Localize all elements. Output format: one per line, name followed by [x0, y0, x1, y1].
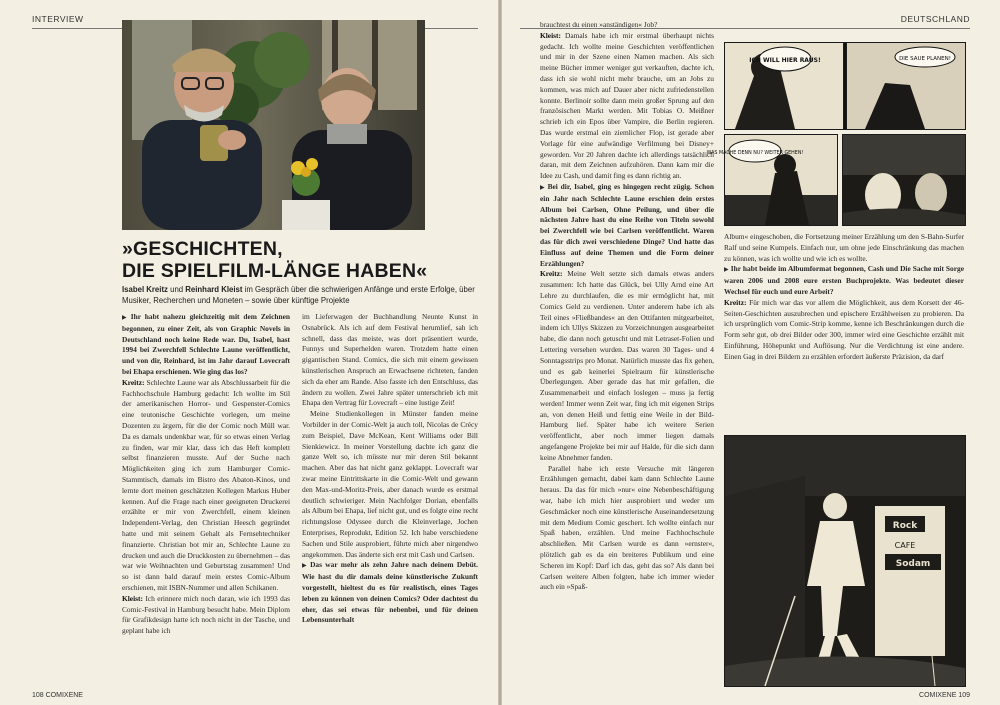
- comic-panel-1: [724, 42, 966, 130]
- left-column-1: [122, 312, 290, 637]
- article-paragraph: im Lieferwagen der Buchhandlung Neunte Kunst in Osnabrück. Als ich auf dem Festival herumlief, sah ich schnell, dass das meiste, was dort präsentiert wurde, Funnys und Superhelden waren. Trotzdem hatte einen gigantischen Stand. Comics, die sich mit einem gewissen künstlerischen Anspruch an Erwachsene richteten, fanden sich da eher am Rande. Also fasste ich den Entschluss, das ändern zu wollen. Zwei Jahre später unterschrieb ich mit Ehapa den Vertrag für Lovecraft – eine lustige Zeit!: [302, 312, 478, 408]
- lede-name-1: Isabel Kreitz: [122, 285, 168, 294]
- sign-text-2: CAFE: [894, 541, 916, 550]
- comic-panel-4: [724, 435, 966, 687]
- article-paragraph: Kreitz: Meine Welt setzte sich damals etwas anders zusammen: Ich hatte das Glück, bei Ully Arnd eine Art Lehre zu durchlaufen, die es mir ermöglicht hat, mit Comics Geld zu verdienen. Unter anderem habe ich als Teil eines »Fließbandes« an den Ottifanten mitgearbeitet, indem ich Ullys Skizzen zu Vorzeichnungen ausgearbeitet habe, die dann noch getuscht und mit Letraset-Folien und Lettering versehen wurden. Das waren 30 Tages- und 4 Sonntagsstrips pro Monat. Natürlich musste das fix gehen, und es gab keinerlei Spielraum für künstlerische Überlegungen. Aber gerade das hat mir gefallen, die Zusammenarbeit und einfach loslegen – muss ja fertig werden! Immer wenn Zeit war, fing ich mit eigenen Strips an, von denen Heiß und fettig eine Weile in der Bild-Hamburg lief. Später habe ich weitere Serien veröffentlicht, aber noch immer liegen damals angefangene Projekte bei mir auf Halde, für die sich dann keine Abnehmer fanden.: [540, 269, 714, 462]
- article-paragraph: Kreitz: Schlechte Laune war als Abschlussarbeit für die Fachhochschule Hamburg gedacht: Ich wollte im Stil der amerikanischen Horror- und Gespenster-Comics eine teutonische Geschichte vorlegen, um meine Dozenten zu ärgern, für die der Comic noch Müll war. Da es damals undenkbar war, für so etwas einen Verlag zu finden, war mir klar, dass ich das Heft komplett selbst finanzieren musste. Auf der Suche nach Möglichkeiten ging ich zum Hamburger Comic-Stammtisch, damals im Bistro des Abaton-Kinos, und lernte dort meinen geschätzten Kollegen Markus Huber kennen. Auf die Frage nach einer geeigneten Druckerei erzählte er mir von Zwerchfell, einem kleinen Independent-Verlag, den Christian Heesch gegründet hatte und mit seinem Gehalt als Fernsehtechniker finanzierte. Christian bot mir an, Schlechte Laune zu drucken und auch die Druckkosten zu übernehmen – das war wie Weihnachten und Geburtstag zusammen! Und so ist dann bald darauf mein erstes Comic-Album erschienen, mit ISBN-Nummer und allen Schikanen.: [122, 377, 290, 592]
- lede-rest: im Gespräch über die schwierigen Anfänge und erste Erfolge, über Musiker, Recherchen und Moneten – sowie über künftige Projekte: [122, 285, 475, 305]
- page-folio-right: COMIXENE 109: [919, 692, 970, 699]
- speaker-label: Kreitz:: [540, 269, 563, 279]
- section-label: DEUTSCHLAND: [900, 14, 970, 24]
- headline: [122, 238, 452, 282]
- question-marker-icon: ▶: [302, 563, 309, 570]
- headline-line-1: »GESCHICHTEN,: [122, 238, 283, 260]
- speaker-label: Kleist:: [540, 30, 561, 40]
- comic-panel-2: [706, 134, 838, 226]
- speech-bubble-1: ICH WILL HIER RAUS!: [749, 57, 821, 64]
- question-marker-icon: ▶: [724, 267, 729, 274]
- article-paragraph: Parallel habe ich erste Versuche mit längeren Erzählungen gemacht, dabei kam dann Schlechte Laune heraus. Da das für mich »nur« eine Nebenbeschäftigung war, habe ich mich hier ausprobiert und weder um Geschmäcker noch eine künstlerische Auseinandersetzung mit dem Medium Comic geschert. Ich wollte einfach nur Spaß haben, erzählen. Und meine Fachhochschule abschließen. Mit Carlsen wurde es dann »ernster«, plötzlich gab es da ein breiteres Publikum und eine Scheren im Kopf: Darf ich das, geht das so? Als dann bei Carlsen weitere Alben folgten, habe ich immer wieder auch ein »Spaß-: [540, 463, 714, 592]
- sign-text-1: Rock: [892, 521, 918, 531]
- question-marker-icon: ▶: [540, 184, 546, 191]
- headline-line-2: DIE SPIELFILM-LÄNGE HABEN«: [122, 260, 428, 282]
- article-paragraph: Album« eingeschoben, die Fortsetzung meiner Erzählung um den S-Bahn-Surfer Ralf und seine Kumpels. Einfach nur, um ohne jede Einschränkung das machen zu können, was ich wollte und wie ich es wollte.: [724, 232, 964, 263]
- lede: [122, 285, 482, 306]
- speaker-label: Kreitz:: [724, 297, 747, 307]
- article-paragraph: Kreitz: Für mich war das vor allem die Möglichkeit, aus dem Korsett der 46-Seiten-Geschichten auszubrechen und epischere Erzählweisen zu probieren. Da ich ursprünglich vom Comic-Strip komme, kenne ich Beschränkungen durch die Form sehr gut, ob drei Bilder oder 300, immer wird eine Geschichte erzählt mit Einführung, Höhepunkt und Auflösung. Nur die Verdichtung ist eine andere. Einen Gag in drei Bildern zu erzählen erfordert äußerste Präzision, da darf: [724, 297, 964, 361]
- article-paragraph: ▶ Das war mehr als zehn Jahre nach deinem Debüt. Wie hast du dir damals deine künstlerische Zukunft vorgestellt, hieltest du es für realistisch, eines Tages leben zu können von deinen Comics? Oder dachtest du eher, das sei etwas für nebenbei, und für deinen Lebensunterhalt: [302, 560, 478, 625]
- page-folio-left: 108 COMIXENE: [32, 692, 83, 699]
- speaker-label: Kleist:: [122, 593, 143, 603]
- lede-connector: und: [167, 285, 186, 294]
- speech-bubble-2: DIE SAUE PLANEN!: [899, 56, 951, 62]
- speaker-label: Kreitz:: [122, 377, 145, 387]
- article-paragraph: ▶ Ihr habt nahezu gleichzeitig mit dem Zeichnen begonnen, zu einer Zeit, als von Graphic Novels in Deutschland noch keine Rede war. Du, Isabel, hast 1994 bei Zwerchfell Schlechte Laune veröffentlicht, und von dir, Reinhard, ist im Jahr darauf Lovecraft bei Ehapa erschienen. Wie ging das los?: [122, 312, 290, 376]
- sign-text-3: Sodam: [895, 559, 931, 569]
- article-paragraph: Kleist: Damals habe ich mir erstmal überhaupt nichts gedacht. Ich wollte meine Geschichten veröffentlichen und mir in der Szene einen Namen machen. Als sich meine Bücher immer weniger gut verkauften, dachte ich, dass ich sie wohl nicht mehr brauche, um an Jobs zu kommen, was mich auf Dauer aber nicht zufriedenstellen konnte. Berlinoir sollte dann mein großer Sprung auf den französischen Markt werden. Mit Tobias O. Meißner schrieb ich ein Epos über Vampire, die Berlin regieren. Das wurde erstmal ein ziemlicher Flop, ist gerade aber Vorlage für eine aufwändige Verfilmung bei Disney+ geworden. Vor 20 Jahren dachte ich allerdings tatsächlich daran, mit dem Zeichnen aufzuhören. Dann kam mir die Idee zu Cash, und damit fing es dann richtig an.: [540, 30, 714, 181]
- right-page: [502, 0, 1000, 705]
- article-paragraph: Meine Studienkollegen in Münster fanden meine Vorbilder in der Comic-Welt ja auch toll, Nicolas de Crécy zum Beispiel, Dave McKean, Kent Williams oder Bill Sienkiewicz. In meiner Vorstellung dachte ich ganz die ganze Welt so, ich müsste nur mir deren Stil bekannt machen. Aber das hat nicht ganz geklappt. Lovecraft war zwar meine Eintrittskarte in die Comic-Welt und gewann den Max-und-Moritz-Preis, aber danach wurde es erstmal deutlich schwieriger. Mein Nachfolger Dorian, ebenfalls als Album bei Ehapa, lief nicht gut, und es folgte eine recht richtungslose Odyssee durch die Kleinverlage, Jochen Enterprises, Reprodukt, Edition 52. Ich habe verschiedene Sachen und Stile ausprobiert, führte mich aber nirgendwo angekommen. Das änderte sich erst mit Cash und Carlsen.: [302, 409, 478, 559]
- speech-bubble-3: WAS MACHE DENN NU? WEITER GEHEN!: [706, 151, 804, 156]
- left-page: [0, 0, 498, 705]
- lede-name-2: Reinhard Kleist: [185, 285, 243, 294]
- right-column-2: [724, 232, 964, 363]
- article-paragraph: brauchtest du einen »anständigen« Job?: [540, 20, 658, 29]
- left-column-2: [302, 312, 478, 626]
- article-paragraph: ▶ Bei dir, Isabel, ging es hingegen recht zügig. Schon ein Jahr nach Schlechte Laune erschien dein erstes Album bei Carlsen, Ohne Peilung, und über die nächsten Jahre hast du eine Reihe von Titeln sowohl bei Zwerchfell wie bei Carlsen veröffentlicht. Waren das für dich zwei verschiedene Dinge? Und hatte das Einfluss auf deine Themen und die Form deiner Erzählungen?: [540, 181, 714, 268]
- comic-panel-3: [842, 134, 966, 226]
- question-marker-icon: ▶: [122, 315, 129, 321]
- section-label: INTERVIEW: [32, 14, 84, 24]
- article-paragraph: ▶ Ihr habt beide im Albumformat begonnen, Cash und Die Sache mit Sorge waren 2006 und 2008 eure ersten Buchprojekte. Was bedeutet dieser Wechsel für euch und eure Arbeit?: [724, 264, 964, 296]
- article-paragraph: Kleist: Ich erinnere mich noch daran, wie ich 1993 das Comic-Festival in Hamburg besucht habe. Mein Diplom für Grafikdesign hatte ich noch nicht in der Tasche, und geplant habe ich: [122, 593, 290, 636]
- right-column-1: [540, 20, 714, 593]
- interview-photo: [122, 20, 425, 230]
